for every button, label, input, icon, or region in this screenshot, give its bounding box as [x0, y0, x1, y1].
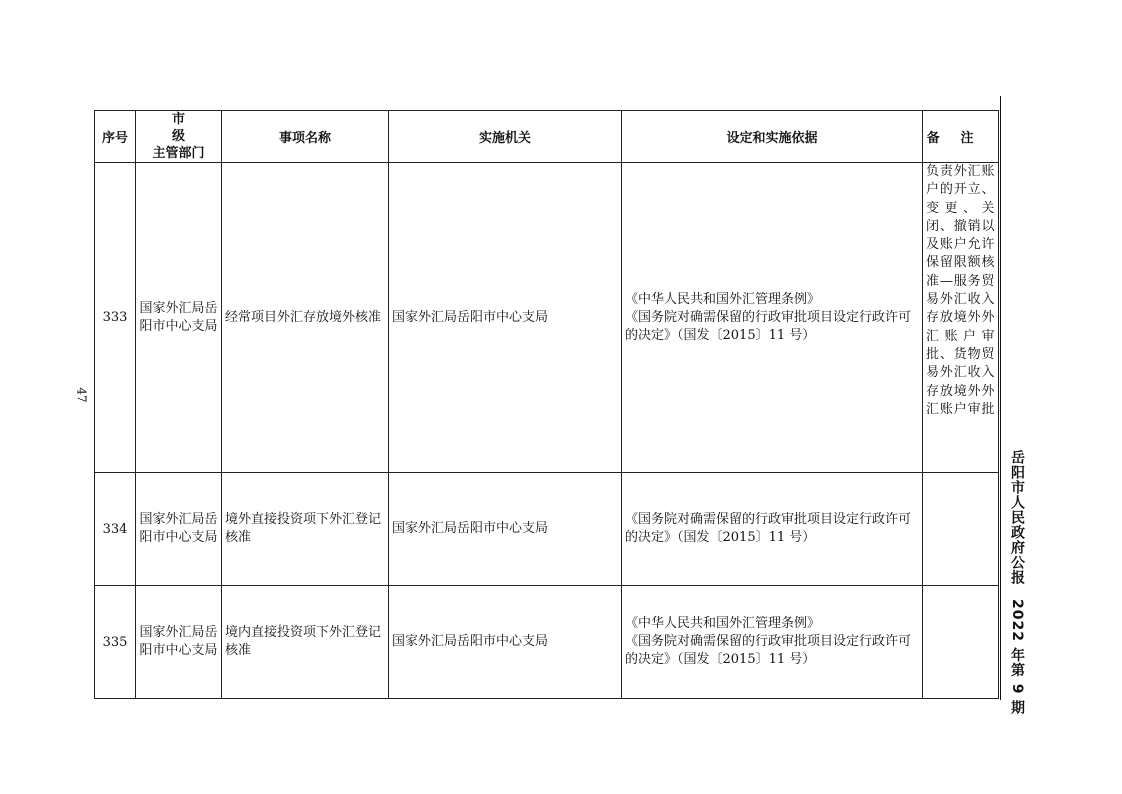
table-row [95, 586, 999, 699]
cell-dept: 国家外汇局岳阳市中心支局 [136, 163, 222, 473]
cell-basis [622, 586, 923, 699]
basis-line: 《国务院对确需保留的行政审批项目设定行政许可的决定》（国发〔2015〕11 号） [625, 512, 912, 545]
cell-notes [923, 586, 999, 699]
table-header-row [95, 111, 999, 163]
cell-basis [622, 473, 923, 586]
cell-org: 国家外汇局岳阳市中心支局 [389, 586, 622, 699]
basis-line: 《中华人民共和国外汇管理条例》 [625, 291, 821, 307]
cell-dept: 国家外汇局岳阳市中心支局 [136, 586, 222, 699]
cell-item-name: 经常项目外汇存放境外核准 [222, 163, 389, 473]
publication-title: 岳阳市人民政府公报 [1009, 450, 1025, 585]
running-header [1007, 450, 1027, 715]
header-dept-line2: 主管部门 [152, 146, 205, 161]
basis-line: 《国务院对确需保留的行政审批项目设定行政许可的决定》（国发〔2015〕11 号） [625, 309, 912, 343]
cell-item-name: 境内直接投资项下外汇登记核准 [222, 586, 389, 699]
header-org: 实施机关 [389, 111, 622, 163]
cell-seq: 335 [95, 586, 136, 699]
header-notes: 备注 [923, 111, 999, 163]
table-row [95, 473, 999, 586]
header-seq: 序号 [95, 111, 136, 163]
cell-dept: 国家外汇局岳阳市中心支局 [136, 473, 222, 586]
header-dept [136, 111, 222, 163]
cell-notes [923, 473, 999, 586]
cell-org: 国家外汇局岳阳市中心支局 [389, 473, 622, 586]
page-number: 47 [74, 387, 89, 403]
table-row [95, 163, 999, 473]
approval-items-table [94, 110, 999, 699]
header-dept-line1: 市级 [171, 112, 206, 144]
side-divider-line [1000, 96, 1001, 700]
issue-label: 2022 年第 9 期 [1009, 599, 1025, 716]
header-basis: 设定和实施依据 [622, 111, 923, 163]
cell-notes: 负责外汇账户的开立、变更、关闭、撤销以及账户允许保留限额核准—服务贸易外汇收入存放境外外汇账户审批、货物贸易外汇收入存放境外外汇账户审批 [923, 163, 999, 473]
cell-item-name: 境外直接投资项下外汇登记核准 [222, 473, 389, 586]
cell-seq: 334 [95, 473, 136, 586]
basis-line: 《国务院对确需保留的行政审批项目设定行政许可的决定》（国发〔2015〕11 号） [625, 634, 912, 667]
cell-org: 国家外汇局岳阳市中心支局 [389, 163, 622, 473]
cell-seq: 333 [95, 163, 136, 473]
basis-line: 《中华人民共和国外汇管理条例》 [625, 616, 821, 631]
cell-basis [622, 163, 923, 473]
header-name: 事项名称 [222, 111, 389, 163]
